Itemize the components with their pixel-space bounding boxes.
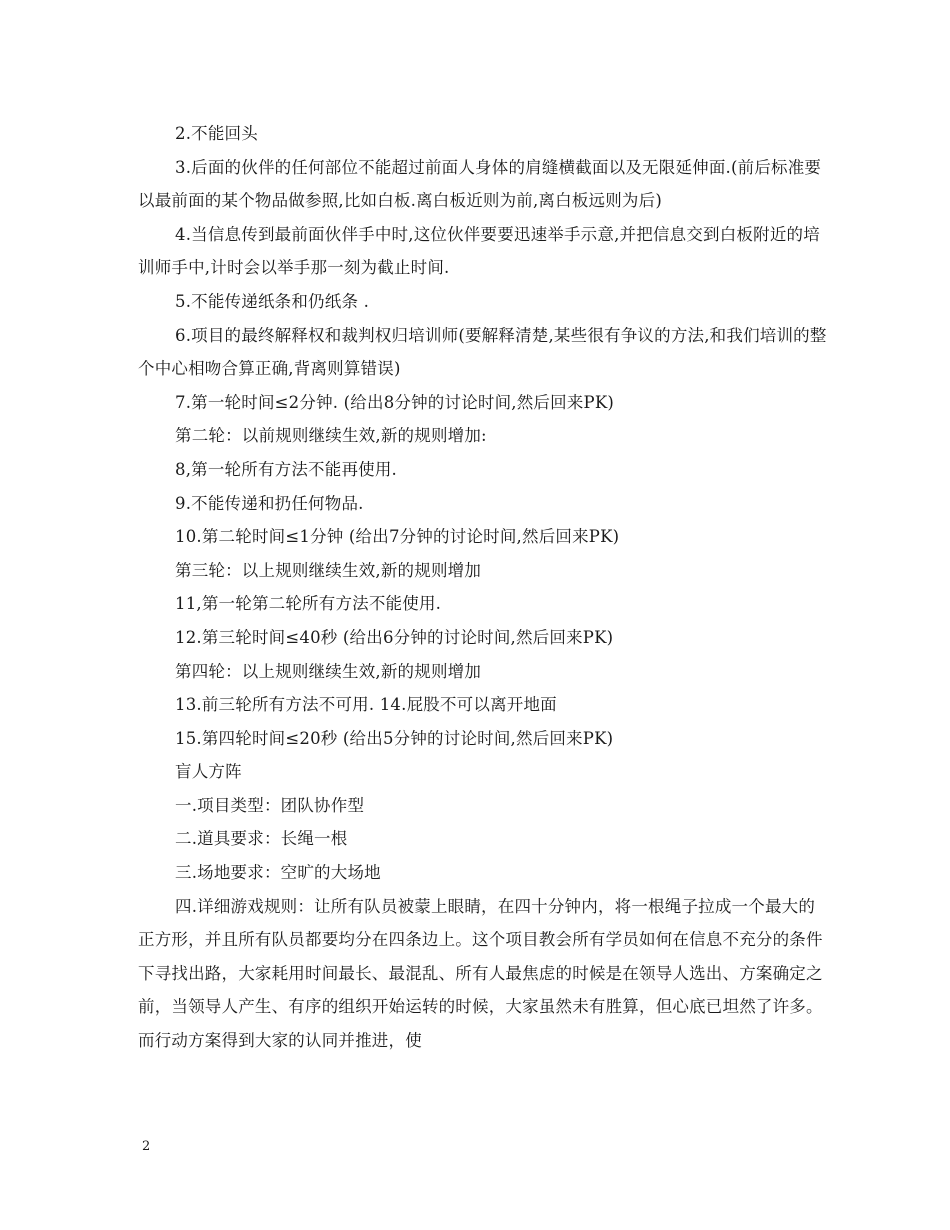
paragraph: 四.详细游戏规则：让所有队员被蒙上眼睛，在四十分钟内，将一根绳子拉成一个最大的正方形，并且所有队员都要均分在四条边上。这个项目教会所有学员如何在信息不充分的条件下寻找出路，大家耗用时间最长、最混乱、所有人最焦虑的时候是在领导人选出、方案确定之前，当领导人产生、有序的组织开始运转的时候，大家虽然未有胜算，但心底已坦然了许多。而行动方案得到大家的认同并推进，使	[138, 896, 823, 1051]
paragraph: 第四轮：以上规则继续生效,新的规则增加	[175, 661, 482, 681]
paragraph: 二.道具要求：长绳一根	[175, 829, 348, 849]
document-body	[138, 117, 828, 1058]
paragraph: 第三轮：以上规则继续生效,新的规则增加	[175, 560, 482, 580]
paragraph: 7.第一轮时间≤2分钟. (给出8分钟的讨论时间,然后回来PK)	[175, 392, 615, 412]
paragraph: 8,第一轮所有方法不能再使用.	[175, 459, 397, 479]
paragraph: 第二轮：以前规则继续生效,新的规则增加:	[175, 426, 487, 446]
paragraph: 5.不能传递纸条和仍纸条 .	[175, 291, 370, 311]
paragraph: 4.当信息传到最前面伙伴手中时,这位伙伴要要迅速举手示意,并把信息交到白板附近的培训师手中,计时会以举手那一刻为截止时间.	[138, 224, 820, 278]
paragraph: 三.场地要求：空旷的大场地	[175, 863, 381, 883]
paragraph: 一.项目类型：团队协作型	[175, 795, 365, 815]
section-heading: 盲人方阵	[175, 762, 242, 782]
paragraph: 9.不能传递和扔任何物品.	[175, 493, 364, 513]
paragraph: 11,第一轮第二轮所有方法不能使用.	[175, 594, 442, 614]
paragraph: 6.项目的最终解释权和裁判权归培训师(要解释清楚,某些很有争议的方法,和我们培训的整个中心相吻合算正确,背离则算错误)	[138, 325, 827, 379]
paragraph: 3.后面的伙伴的任何部位不能超过前面人身体的肩缝横截面以及无限延伸面.(前后标准要以最前面的某个物品做参照,比如白板.离白板近则为前,离白板远则为后)	[138, 157, 822, 211]
paragraph: 2.不能回头	[175, 124, 258, 143]
page-number: 2	[142, 1139, 151, 1154]
paragraph: 15.第四轮时间≤20秒 (给出5分钟的讨论时间,然后回来PK)	[175, 728, 614, 748]
paragraph: 13.前三轮所有方法不可用. 14.屁股不可以离开地面	[175, 695, 557, 715]
paragraph: 12.第三轮时间≤40秒 (给出6分钟的讨论时间,然后回来PK)	[175, 627, 614, 647]
paragraph: 10.第二轮时间≤1分钟 (给出7分钟的讨论时间,然后回来PK)	[175, 527, 620, 547]
